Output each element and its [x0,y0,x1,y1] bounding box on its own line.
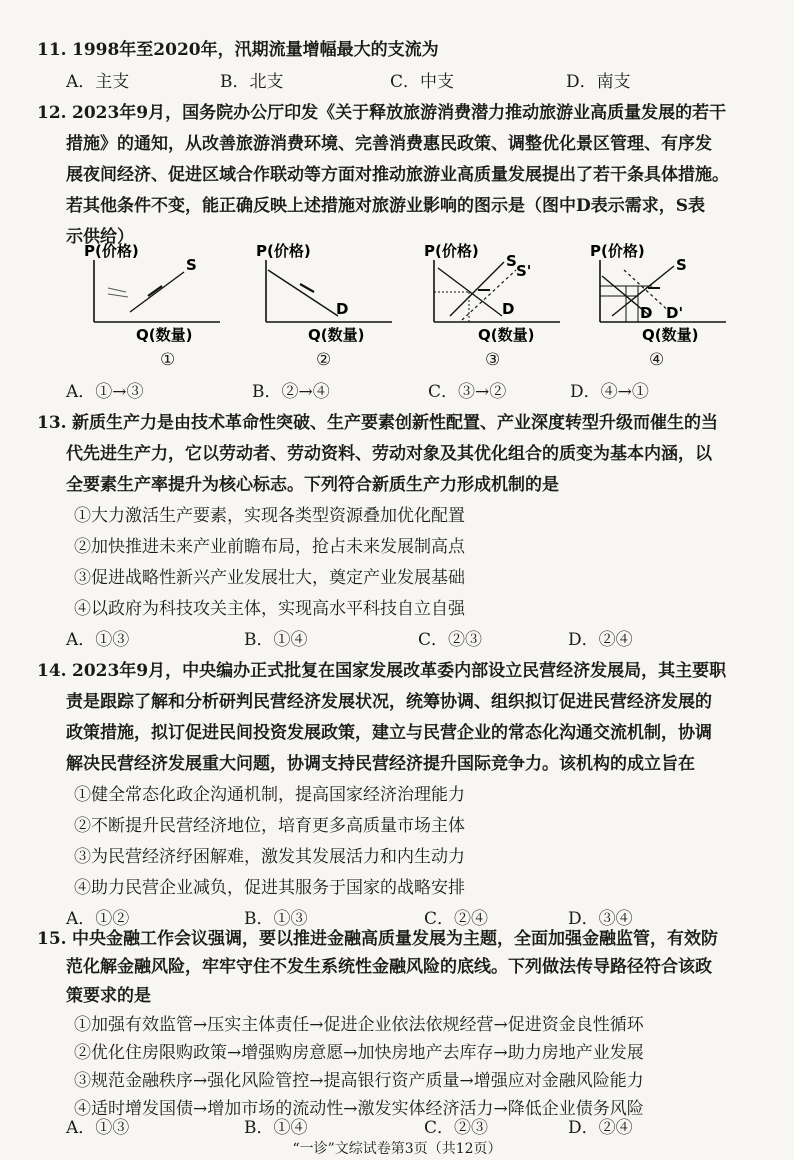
curve-label-s-prime: S' [516,262,532,280]
x-axis-label: Q(数量) [308,326,365,344]
q13-line-3: 全要素生产率提升为核心标志。下列符合新质生产力形成机制的是 [66,475,559,495]
curve-label-d: D [336,300,349,318]
option-d[interactable]: D．南支 [566,72,631,92]
graph-1 [80,240,230,345]
y-axis-label: P(价格) [424,242,479,260]
statement-item: ①加强有效监管→压实主体责任→促进企业依法依规经营→促进资金良性循环 [74,1015,644,1035]
curve-label-s: S [186,256,197,274]
option-a[interactable]: A．主支 [66,72,130,92]
shift-arrow [148,286,162,296]
option-b[interactable]: B．②→④ [252,382,330,402]
option-a[interactable]: A．①③ [66,630,130,650]
option-d[interactable]: D．③④ [568,909,633,929]
option-b[interactable]: B．北支 [220,72,284,92]
question-number: 15. [37,929,67,949]
statement-item: ③为民营经济纾困解难，激发其发展活力和内生动力 [74,847,465,867]
option-b[interactable]: B．①④ [244,630,308,650]
question-number: 14. [37,661,67,681]
q14-line-3: 政策措施，拟订促进民间投资发展政策，建立与民营企业的常态化沟通交流机制，协调 [66,723,712,743]
question-number: 12. [37,103,67,123]
curve-label-s: S [676,256,687,274]
option-a[interactable]: A．①→③ [66,382,144,402]
option-d[interactable]: D．④→① [570,382,649,402]
question-stem: 2023年9月，中央编办正式批复在国家发展改革委内部设立民营经济发展局，其主要职 [71,661,727,681]
y-axis-label: P(价格) [84,242,139,260]
q13-line-2: 代先进生产力，它以劳动者、劳动资料、劳动对象及其优化组合的质变为基本内涵，以 [66,444,712,464]
graph-3 [420,240,570,345]
option-c[interactable]: C．③→② [428,382,507,402]
hatch-mark [108,288,126,292]
q11-stem-line [37,38,439,62]
graph-4 [586,240,736,345]
question-stem: 新质生产力是由技术革命性突破、生产要素创新性配置、产业深度转型升级而催生的当 [71,413,718,433]
question-stem: 1998年至2020年，汛期流量增幅最大的支流为 [71,40,439,60]
question-stem: 2023年9月，国务院办公厅印发《关于释放旅游消费潜力推动旅游业高质量发展的若干 [71,103,727,123]
q12-line-3: 展夜间经济、促进区域合作联动等方面对推动旅游业高质量发展提出了若干条具体措施。 [66,165,729,185]
x-axis-label: Q(数量) [478,326,535,344]
statement-item: ④适时增发国债→增加市场的流动性→激发实体经济活力→降低企业债务风险 [74,1099,644,1119]
option-b[interactable]: B．①④ [244,1118,308,1138]
curve-label-d: D [640,304,653,322]
q15-line-2: 范化解金融风险，牢牢守住不发生系统性金融风险的底线。下列做法传导路径符合该政 [66,957,712,977]
option-c[interactable]: C．中支 [390,72,455,92]
q12-line-2: 措施》的通知，从改善旅游消费环境、完善消费惠民政策、调整优化景区管理、有序发 [66,134,712,154]
graph-3-number: ③ [485,350,501,370]
q14-line-2: 责是跟踪了解和分析研判民营经济发展状况，统筹协调、组织拟订促进民营经济发展的 [66,692,712,712]
option-c[interactable]: C．②④ [424,909,489,929]
x-axis-label: Q(数量) [136,326,193,344]
supply-curve [130,272,184,312]
statement-item: ③促进战略性新兴产业发展壮大，奠定产业发展基础 [74,568,465,588]
q12-line-1 [37,101,726,125]
option-a[interactable]: A．①③ [66,1118,130,1138]
option-c[interactable]: C．②③ [418,630,483,650]
statement-item: ②优化住房限购政策→增强购房意愿→加快房地产去库存→助力房地产业发展 [74,1043,644,1063]
curve-label-d: D [502,300,515,318]
q15-line-1 [37,927,718,951]
graph-2 [252,240,402,345]
page-footer: “一诊”文综试卷第3页（共12页） [292,1141,502,1157]
statement-item: ④助力民营企业减负，促进其服务于国家的战略安排 [74,878,465,898]
statement-item: ③规范金融秩序→强化风险管控→提高银行资产质量→增强应对金融风险能力 [74,1071,644,1091]
q12-line-5: 示供给） [66,227,134,247]
curve-label-d-prime: D' [666,304,684,322]
question-stem: 中央金融工作会议强调，要以推进金融高质量发展为主题，全面加强金融监管，有效防 [71,929,718,949]
graph-4-number: ④ [649,350,665,370]
statement-item: ②加快推进未来产业前瞻布局，抢占未来发展制高点 [74,537,465,557]
statement-item: ②不断提升民营经济地位，培育更多高质量市场主体 [74,816,465,836]
demand-curve [268,270,338,316]
hatch-mark [108,294,128,297]
question-number: 13. [37,413,67,433]
q12-line-4: 若其他条件不变，能正确反映上述措施对旅游业影响的图示是（图中D表示需求，S表 [66,196,706,216]
statement-item: ④以政府为科技攻关主体，实现高水平科技自立自强 [74,599,465,619]
option-a[interactable]: A．①② [66,909,130,929]
q14-line-4: 解决民营经济发展重大问题，协调支持民营经济提升国际竞争力。该机构的成立旨在 [66,754,695,774]
supply-curve [450,262,504,316]
statement-item: ①健全常态化政企沟通机制，提高国家经济治理能力 [74,785,465,805]
statement-item: ①大力激活生产要素，实现各类型资源叠加优化配置 [74,506,465,526]
y-axis-label: P(价格) [590,242,645,260]
shift-arrow [300,284,314,292]
q14-line-1 [37,659,726,683]
graph-2-number: ② [316,350,332,370]
graph-1-number: ① [160,350,176,370]
option-c[interactable]: C．②③ [424,1118,489,1138]
y-axis-label: P(价格) [256,242,311,260]
x-axis-label: Q(数量) [642,326,699,344]
option-d[interactable]: D．②④ [568,1118,633,1138]
option-d[interactable]: D．②④ [568,630,633,650]
curve-label-s: S [506,252,517,270]
q15-line-3: 策要求的是 [66,986,151,1006]
option-b[interactable]: B．①③ [244,909,308,929]
q13-line-1 [37,411,718,435]
question-number: 11. [37,40,67,60]
